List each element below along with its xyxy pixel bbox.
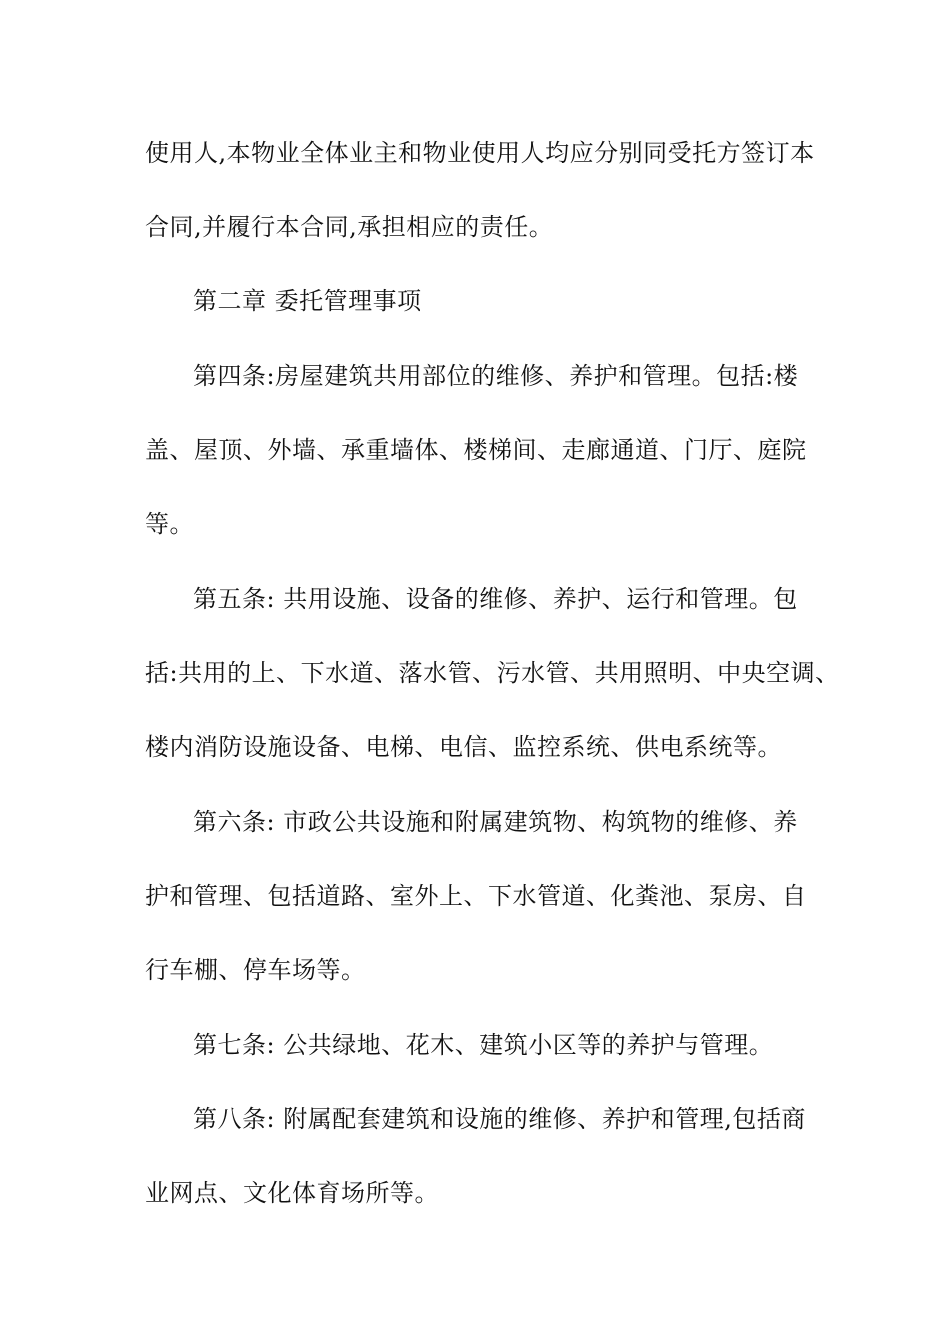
article-8-line: 第八条: 附属配套建筑和设施的维修、养护和管理,包括商 [193, 1105, 806, 1133]
article-7-line: 第七条: 公共绿地、花木、建筑小区等的养护与管理。 [193, 1031, 774, 1059]
text-line: 合同,并履行本合同,承担相应的责任。 [145, 213, 554, 241]
text-line: 括:共用的上、下水道、落水管、污水管、共用照明、中央空调、 [145, 659, 840, 687]
text-line: 行车棚、停车场等。 [145, 956, 366, 984]
text-line: 护和管理、包括道路、室外上、下水管道、化粪池、泵房、自 [145, 882, 807, 910]
text-line: 楼内消防设施设备、电梯、电信、监控系统、供电系统等。 [145, 733, 782, 761]
chapter-heading: 第二章 委托管理事项 [193, 287, 422, 315]
text-line: 等。 [145, 510, 194, 538]
article-5-line: 第五条: 共用设施、设备的维修、养护、运行和管理。包 [193, 585, 798, 613]
text-line: 使用人,本物业全体业主和物业使用人均应分别同受托方签订本 [145, 139, 815, 167]
article-4-line: 第四条:房屋建筑共用部位的维修、养护和管理。包括:楼 [193, 362, 799, 390]
text-line: 业网点、文化体育场所等。 [145, 1179, 439, 1207]
text-line: 盖、屋顶、外墙、承重墙体、楼梯间、走廊通道、门厅、庭院 [145, 436, 807, 464]
article-6-line: 第六条: 市政公共设施和附属建筑物、构筑物的维修、养 [193, 808, 798, 836]
